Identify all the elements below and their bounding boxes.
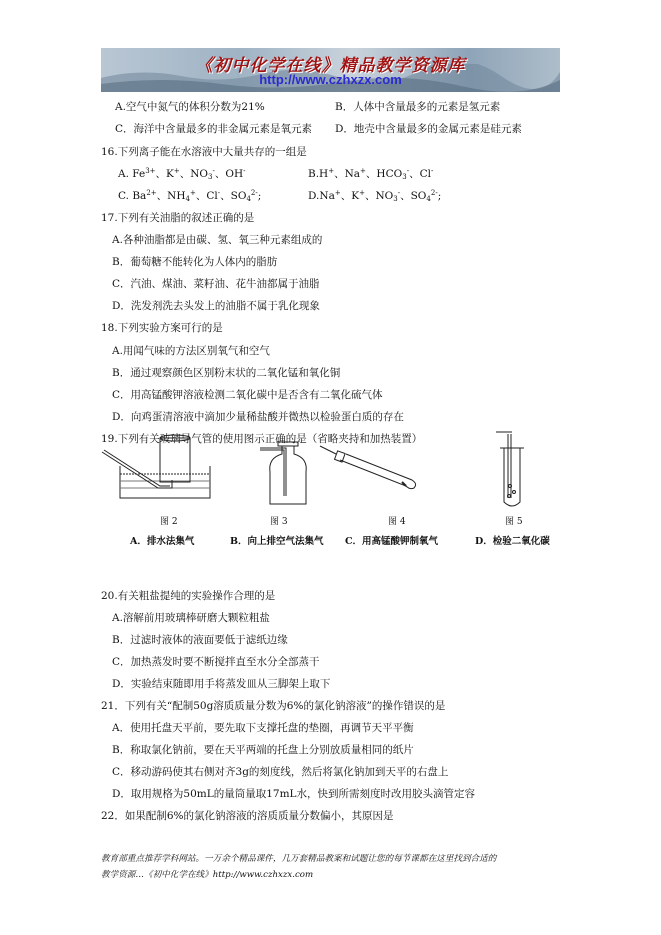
q15-option-b: B．人体中含量最多的元素是氢元素 — [335, 101, 501, 113]
q20-option-a: A.溶解前用玻璃棒研磨大颗粒粗盐 — [112, 612, 270, 624]
q15-option-d: D．地壳中含量最多的金属元素是硅元素 — [335, 123, 522, 135]
banner-title: 《初中化学在线》精品教学资源库 — [195, 56, 466, 76]
q21-option-b: B．称取氯化钠前，要在天平两端的托盘上分别放质量相同的纸片 — [112, 744, 414, 756]
fig2-caption: 图 2 — [160, 517, 178, 527]
footer-url[interactable]: http://www.czhxzx.com — [212, 870, 314, 880]
q22-stem: 22．如果配制6%的氯化钠溶液的溶质质量分数偏小，其原因是 — [101, 810, 394, 822]
q17-option-c: C．汽油、煤油、菜籽油、花牛油都属于油脂 — [112, 278, 320, 290]
q21-option-d: D．取用规格为50mL的量筒量取17mL水，快到所需刻度时改用胶头滴管定容 — [112, 788, 475, 800]
figure-4-kmno4-oxygen — [320, 446, 416, 489]
q16-option-b: B.H+、Na+、$HCO_3^-$、Cl- — [308, 167, 434, 181]
fig4-label: C．用高锰酸钾制氧气 — [345, 536, 439, 547]
q21-option-c: C．移动游码使其右侧对齐3g的刻度线，然后将氯化钠加到天平的右盘上 — [112, 766, 449, 778]
q15-option-a: A.空气中氮气的体积分数为21% — [115, 101, 265, 113]
q17-option-b: B．葡萄糖不能转化为人体内的脂肪 — [112, 256, 278, 268]
q20-option-b: B．过滤时液体的液面要低于滤纸边缘 — [112, 634, 288, 646]
fig3-caption: 图 3 — [270, 517, 288, 527]
q20-stem: 20.有关粗盐提纯的实验操作合理的是 — [101, 590, 276, 602]
q16-stem: 16.下列离子能在水溶液中大量共存的一组是 — [101, 146, 307, 158]
q18-option-a: A.用闻气味的方法区别氧气和空气 — [112, 345, 270, 357]
q16-option-d: D.Na+、K+、$NO_3^-$、$SO_4^{2-}$; — [308, 189, 442, 203]
q18-option-b: B．通过观察颜色区别粉末状的二氧化锰和氧化铜 — [112, 367, 341, 379]
q17-stem: 17.下列有关油脂的叙述正确的是 — [101, 212, 255, 224]
q17-option-a: A.各种油脂都是由碳、氢、氧三种元素组成的 — [112, 234, 323, 246]
q20-option-c: C．加热蒸发时要不断搅拌直至水分全部蒸干 — [112, 656, 320, 668]
fig5-caption: 图 5 — [505, 517, 523, 527]
q16-option-c: C. $Ba^{2+}$、$NH_4^+$、Cl-、$SO_4^{2-}$; — [118, 189, 262, 203]
footer-line-2 — [101, 868, 313, 880]
header-banner — [101, 48, 560, 92]
q21-stem: 21．下列有关“配制50g溶质质量分数为6%的氯化钠溶液”的操作错误的是 — [101, 700, 446, 712]
q20-option-d: D．实验结束随即用手将蒸发皿从三脚架上取下 — [112, 678, 331, 690]
q15-option-c: C．海洋中含量最多的非金属元素是氧元素 — [115, 123, 313, 135]
fig4-caption: 图 4 — [388, 517, 406, 527]
fig2-label: A．排水法集气 — [130, 536, 195, 547]
q17-option-d: D．洗发剂洗去头发上的油脂不属于乳化现象 — [112, 300, 320, 312]
q18-option-d: D．向鸡蛋清溶液中滴加少量稀盐酸并微热以检验蛋白质的存在 — [112, 411, 404, 423]
q21-option-a: A．使用托盘天平前，要先取下支撑托盘的垫圈，再调节天平平衡 — [112, 722, 414, 734]
figure-3-upward-air — [260, 442, 306, 504]
banner-url[interactable]: http://www.czhxzx.com — [259, 72, 402, 87]
figure-2-water-displacement — [102, 435, 210, 498]
fig5-label: D．检验二氧化碳 — [475, 536, 550, 547]
apparatus-figures — [100, 428, 560, 512]
q18-option-c: C．用高锰酸钾溶液检测二氧化碳中是否含有二氧化硫气体 — [112, 389, 383, 401]
footer-site-name: 教学资源…《初中化学在线》 — [101, 870, 213, 880]
q19-stem: 19.下列有关玻璃导气管的使用图示正确的是（省略夹持和加热装置） — [101, 433, 423, 445]
q18-stem: 18.下列实验方案可行的是 — [101, 322, 223, 334]
fig3-label: B．向上排空气法集气 — [230, 536, 324, 547]
figure-5-co2-test — [496, 432, 524, 506]
footer-line-1: 教育部重点推荐学科网站。一万余个精品课件，几万套精品教案和试题让您的每节课都在这里找到合适的 — [101, 854, 497, 864]
q16-option-a: A. $Fe^{3+}$、K+、$NO_3^-$、OH- — [118, 167, 246, 181]
